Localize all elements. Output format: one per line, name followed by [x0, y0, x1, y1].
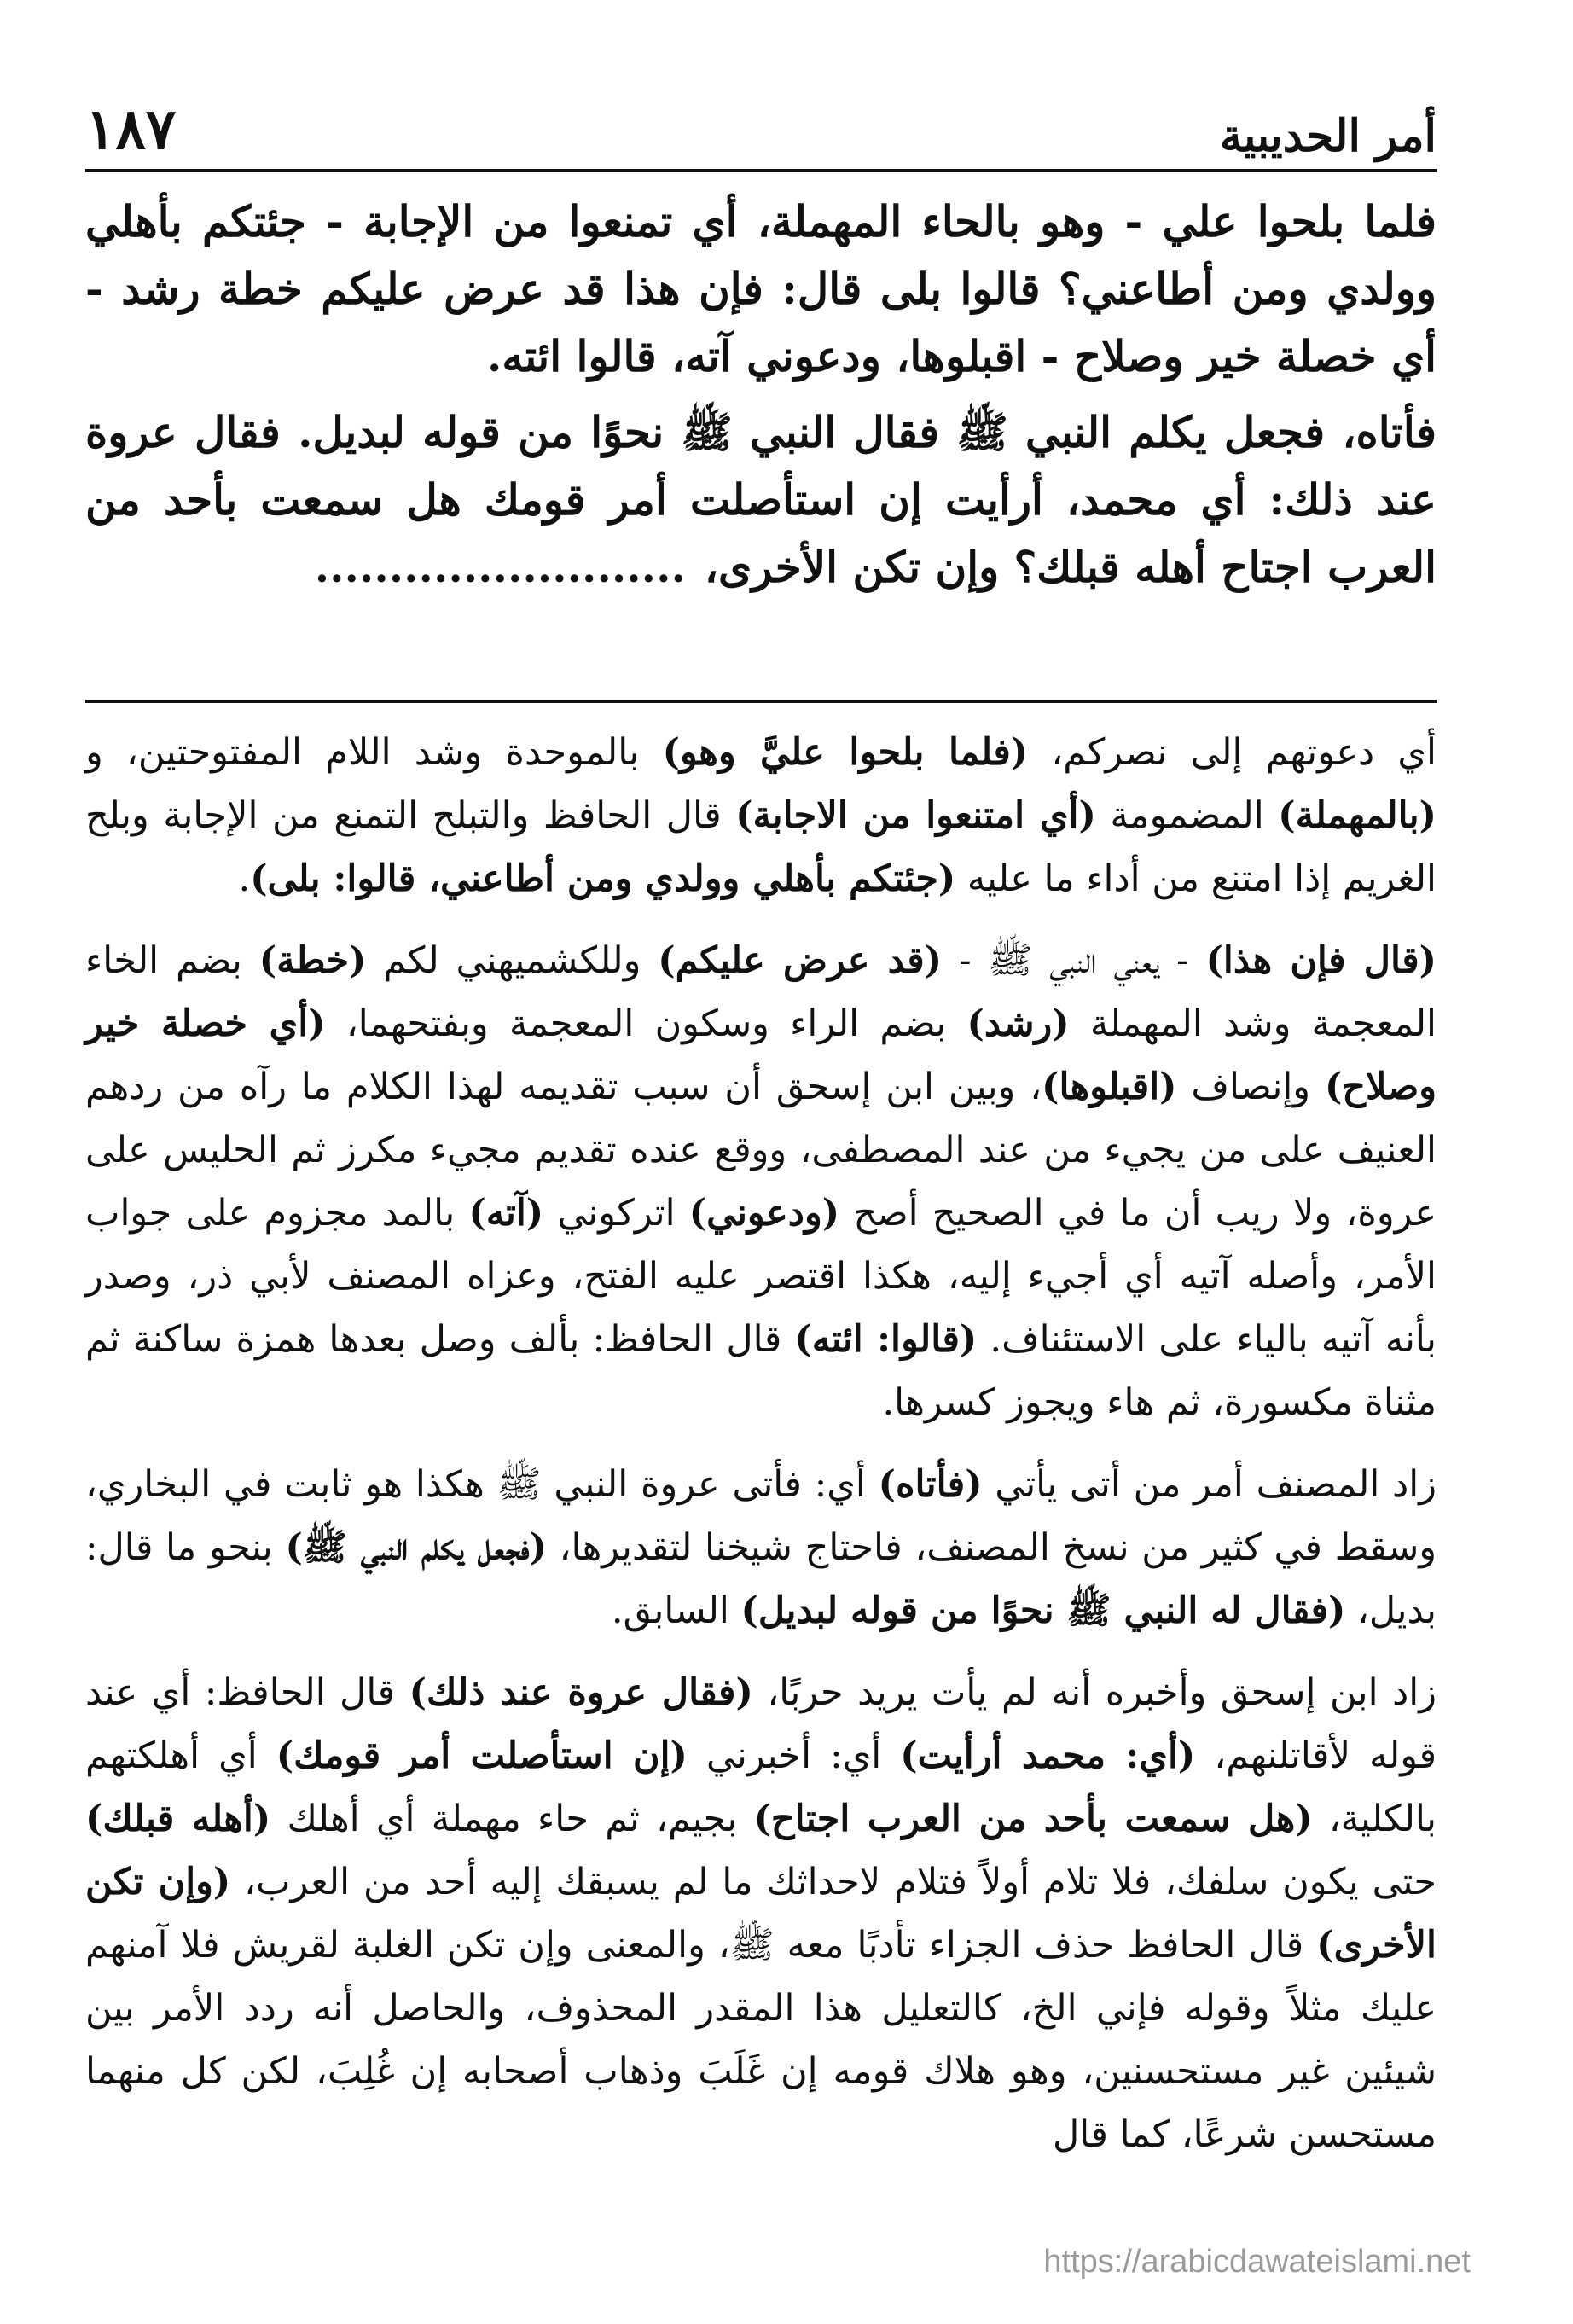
bold-quoted-text: (خطة) [258, 939, 367, 982]
body-text: - يعني النبي ﷺ - [942, 939, 1206, 982]
bold-quoted-text: (جئتكم بأهلي وولدي ومن أطاعني، قالوا: بلى) [250, 857, 956, 900]
bold-quoted-text: (اقبلوها) [1042, 1066, 1177, 1108]
body-text: زاد ابن إسحق وأخبره أنه لم يأت يريد حربًا، [752, 1671, 1437, 1714]
bold-quoted-text: (بالمهملة) [1278, 794, 1437, 837]
body-text: أي دعوتهم إلى نصركم، [1028, 731, 1437, 774]
bold-quoted-text: (أهله قبلك) [85, 1798, 271, 1840]
bold-quoted-text: (أي: محمد أرأيت) [900, 1734, 1196, 1777]
hadith-paragraph [85, 398, 1437, 601]
commentary-paragraph [85, 1453, 1437, 1642]
watermark-url: https://arabicdawateislami.net [1043, 2244, 1471, 2280]
bold-quoted-text: (فقال له النبي ﷺ نحوًا من قوله لبديل) [740, 1589, 1346, 1632]
running-header [85, 68, 1437, 162]
bold-quoted-text: (وإن تكن الأخرى) [85, 1861, 1437, 1967]
body-text: بضم الخاء المعجمة وشد المهملة [85, 939, 1437, 1045]
body-text: بجيم، ثم حاء مهملة أي أهلك [270, 1798, 754, 1840]
commentary-paragraph [85, 721, 1437, 910]
commentary-paragraph [85, 1661, 1437, 2166]
body-text: بالموحدة وشد اللام المفتوحتين، و [85, 731, 663, 774]
body-text: اتركوني [543, 1192, 689, 1235]
commentary-paragraph [85, 929, 1437, 1434]
bold-quoted-text: (آته) [468, 1192, 544, 1235]
body-text: زاد المصنف أمر من أتى يأتي [982, 1463, 1437, 1506]
body-text: قال الحافظ: بألف وصل بعدها همزة ساكنة ثم مثناة مكسورة، ثم هاء ويجوز كسرها. [85, 1318, 1437, 1424]
body-text: ، وبين ابن إسحق أن سبب تقديمه لهذا الكلام ما رآه من ردهم العنيف على من يجيء من عند المصطفى، ووقع عنده تقديم مجيء مكرز ثم الحليس على عروة، ولا ريب أن ما في الصحيح أصح [85, 1066, 1437, 1235]
bold-quoted-text: (إن استأصلت أمر قومك) [276, 1734, 688, 1777]
body-text: بالمد مجزوم على جواب الأمر، وأصله آتيه أي أجيء إليه، هكذا اقتصر عليه الفتح، وعزاه المصنف لأبي ذر، وصدر بأنه آتيه بالياء على الاستئناف. [85, 1192, 1437, 1361]
bold-quoted-text: (قال فإن هذا) [1205, 939, 1437, 982]
body-text: أي: فأتى عروة النبي ﷺ هكذا هو ثابت في البخاري، وسقط في كثير من نسخ المصنف، فاحتاج شيخنا لتقديرها، [85, 1463, 1437, 1569]
body-text: قال الحافظ حذف الجزاء تأدبًا معه ﷺ، والمعنى وإن تكن الغلبة لقريش فلا آمنهم عليك مثلاً وقوله فإني الخ، كالتعليل هذا المقدر المحذوف، والحاصل أنه ردد الأمر بين شيئين غير مستحسنين، وهو هلاك قومه إن غَلَبَ وذهاب أصحابه إن غُلِبَ، لكن كل منهما مستحسن شرعًا، كما قال [85, 1924, 1437, 2156]
body-text: حتى يكون سلفك، فلا تلام أولاً فتلام لاحداثك ما لم يسبقك إليه أحد من العرب، [230, 1861, 1437, 1903]
bold-quoted-text: (فأتاه) [878, 1463, 983, 1506]
bold-quoted-text: (فجعل يكلم النبي ﷺ) [285, 1526, 547, 1569]
commentary-text [85, 721, 1437, 2185]
hadith-text [85, 188, 1437, 609]
bold-quoted-text: (هل سمعت بأحد من العرب اجتاح) [753, 1798, 1313, 1840]
body-text: أي أهلكتهم بالكلية، [85, 1734, 1437, 1840]
bold-quoted-text: (أي خصلة خير وصلاح) [85, 1002, 1437, 1108]
hadith-text-1: فلما بلحوا علي - وهو بالحاء المهملة، أي تمنعوا من الإجابة - جئتكم بأهلي وولدي ومن أطاعني؟ قالوا بلى قال: فإن هذا قد عرض عليكم خطة رشد - أي خصلة خير وصلاح - اقبلوها، ودعوني آته، قالوا ائته. [85, 196, 1437, 381]
body-text: قال الحافظ: أي عند قوله لأقاتلنهم، [85, 1671, 1437, 1777]
body-text: وإنصاف [1176, 1066, 1325, 1108]
bold-quoted-text: (قد عرض عليكم) [658, 939, 943, 982]
body-text: أي: أخبرني [687, 1734, 901, 1777]
ellipsis-dots: ......................... [314, 542, 686, 592]
bold-quoted-text: (فقال عروة عند ذلك) [409, 1671, 753, 1714]
bold-quoted-text: (رشد) [966, 1002, 1070, 1045]
body-text: قال الحافظ والتبلح التمنع من الإجابة وبلح الغريم إذا امتنع من أداء ما عليه [85, 794, 1437, 900]
body-text: السابق. [611, 1589, 741, 1632]
chapter-title: أمر الحديبية [1220, 110, 1437, 162]
body-text: بضم الراء وسكون المعجمة وبفتحهما، [325, 1002, 967, 1045]
bold-quoted-text: (أي امتنعوا من الاجابة) [735, 794, 1096, 837]
header-rule [85, 169, 1437, 172]
bold-quoted-text: (فلما بلحوا عليَّ وهو) [662, 731, 1029, 774]
body-text: المضمومة [1095, 794, 1279, 837]
body-text: بنحو ما قال: بديل، [85, 1526, 1437, 1632]
body-text: وللكشميهني لكم [366, 939, 659, 982]
page-number: ١٨٧ [85, 96, 177, 162]
bold-quoted-text: (ودعوني) [688, 1192, 840, 1235]
bold-quoted-text: (قالوا: ائته) [794, 1318, 978, 1361]
hadith-paragraph [85, 188, 1437, 390]
body-text: . [238, 857, 251, 900]
section-separator [85, 700, 1437, 703]
hadith-text-2: فأتاه، فجعل يكلم النبي ﷺ فقال النبي ﷺ نحوًا من قوله لبديل. فقال عروة عند ذلك: أي محمد، أرأيت إن استأصلت أمر قومك هل سمعت بأحد من العرب اجتاح أهله قبلك؟ وإن تكن الأخرى، [85, 407, 1437, 592]
